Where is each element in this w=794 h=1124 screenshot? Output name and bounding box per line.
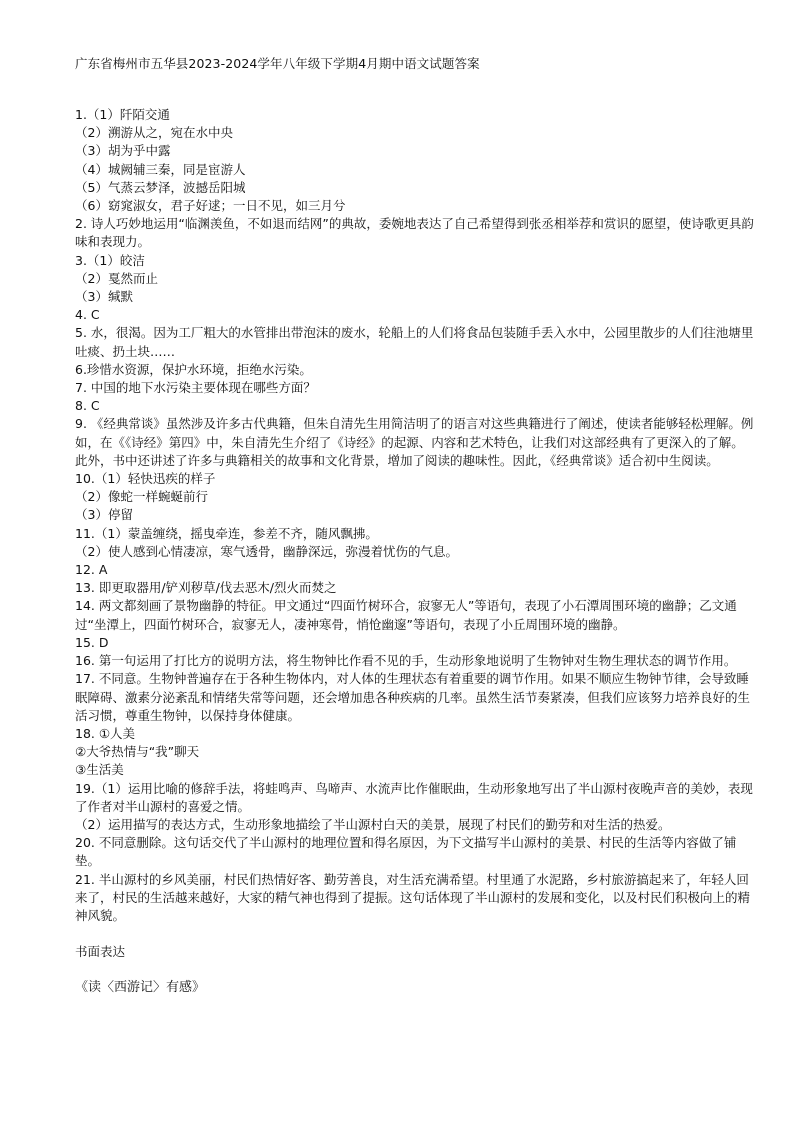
answer-line: 7. 中国的地下水污染主要体现在哪些方面？ [75,380,316,396]
essay-title: 《读〈西游记〉有感》 [75,980,206,996]
answer-line: （3）停留 [75,507,133,523]
answer-line: 21. 半山源村的乡风美丽，村民们热情好客、勤劳善良，对生活充满希望。村里通了水泥路，乡村旅游搞起来了，年轻人回来了，村民的生活越来越好，大家的精气神也得到了提振。这句话体现了半山源村的发展和变化，以及村民们积极向上的精神风貌。 [75,871,751,923]
answer-line: 12. A [75,562,108,578]
answer-line: 5. 水，很渴。因为工厂粗大的水管排出带泡沫的废水，轮船上的人们将食品包装随手丢入水中，公园里散步的人们往池塘里吐痰、扔土块…… [75,325,754,359]
answer-line: 15. D [75,634,109,650]
answer-line: 19.（1）运用比喻的修辞手法，将蛙鸣声、鸟啼声、水流声比作催眠曲，生动形象地写出了半山源村夜晚声音的美妙，表现了作者对半山源村的喜爱之情。 [75,780,753,814]
answer-line: （2）使人感到心情凄凉，寒气透骨，幽静深远，弥漫着忧伤的气息。 [75,543,458,559]
answer-line: （2）运用描写的表达方式，生动形象地描绘了半山源村白天的美景，展现了村民们的勤劳和对生活的热爱。 [75,816,671,832]
answer-line: 8. C [75,398,100,414]
answer-line: ②大爷热情与“我”聊天 [75,744,200,760]
answer-list [75,106,754,925]
answer-line: 1.（1）阡陌交通 [75,107,170,122]
spacer [75,961,754,979]
answer-line: （6）窈窕淑女，君子好逑；一日不见，如三月兮 [75,198,346,214]
answer-line: （5）气蒸云梦泽，波撼岳阳城 [75,179,246,195]
document-title: 广东省梅州市五华县2023-2024学年八年级下学期4月期中语文试题答案 [75,56,480,71]
answer-line: 2. 诗人巧妙地运用“临渊羡鱼，不如退而结网”的典故，委婉地表达了自己希望得到张丞相举荐和赏识的愿望，使诗歌更具韵味和表现力。 [75,216,754,250]
spacer [75,925,754,943]
answer-line: 13. 即更取器用/铲刈秽草/伐去恶木/烈火而焚之 [75,580,337,596]
answer-line: （3）胡为乎中露 [75,143,171,159]
answer-line: 20. 不同意删除。这句话交代了半山源村的地理位置和得名原因，为下文描写半山源村的美景、村民的生活等内容做了铺垫。 [75,835,737,869]
answer-line: 9. 《经典常谈》虽然涉及许多古代典籍，但朱自清先生用简洁明了的语言对这些典籍进行了阐述，使读者能够轻松理解。例如，在《《诗经》第四》中，朱自清先生介绍了《诗经》的起源、内容和艺术特色，让我们对这部经典有了更深入的了解。此外，书中还讲述了许多与典籍相关的故事和文化背景，增加了阅读的趣味性。因此，《经典常谈》适合初中生阅读。 [75,416,754,468]
answer-line: ③生活美 [75,762,124,778]
answer-line: 11.（1）蒙盖缠绕，摇曳牵连，参差不齐，随风飘拂。 [75,525,378,541]
answer-line: （4）城阙辅三秦，同是宦游人 [75,161,246,177]
answer-line: 4. C [75,307,100,323]
answer-line: 10.（1）轻快迅疾的样子 [75,471,216,487]
answer-line: 17. 不同意。生物钟普遍存在于各种生物体内，对人体的生理状态有着重要的调节作用。如果不顺应生物钟节律，会导致睡眠障碍、激素分泌紊乱和情绪失常等问题，还会增加患各种疾病的几率。虽然生活节奏紧凑，但我们应该努力培养良好的生活习惯，尊重生物钟，以保持身体健康。 [75,671,751,723]
answer-line: （2）戛然而止 [75,270,158,286]
answer-line: （2）像蛇一样蜿蜒前行 [75,489,208,505]
answer-line: 14. 两文都刻画了景物幽静的特征。甲文通过“四面竹树环合，寂寥无人”等语句，表现了小石潭周围环境的幽静；乙文通过“坐潭上，四面竹树环合，寂寥无人，凄神寒骨，悄怆幽邃”等语句，表现了小丘周围环境的幽静。 [75,598,737,632]
answer-line: 3.（1）皎洁 [75,252,145,268]
answer-line: 16. 第一句运用了打比方的说明方法，将生物钟比作看不见的手，生动形象地说明了生物钟对生物生理状态的调节作用。 [75,653,737,669]
answer-line: 18. ①人美 [75,725,136,741]
answer-line: （2）溯游从之，宛在水中央 [75,125,233,141]
answer-line: （3）缄默 [75,289,133,305]
answer-line: 6.珍惜水资源，保护水环境，拒绝水污染。 [75,361,312,377]
section-heading: 书面表达 [75,944,126,960]
